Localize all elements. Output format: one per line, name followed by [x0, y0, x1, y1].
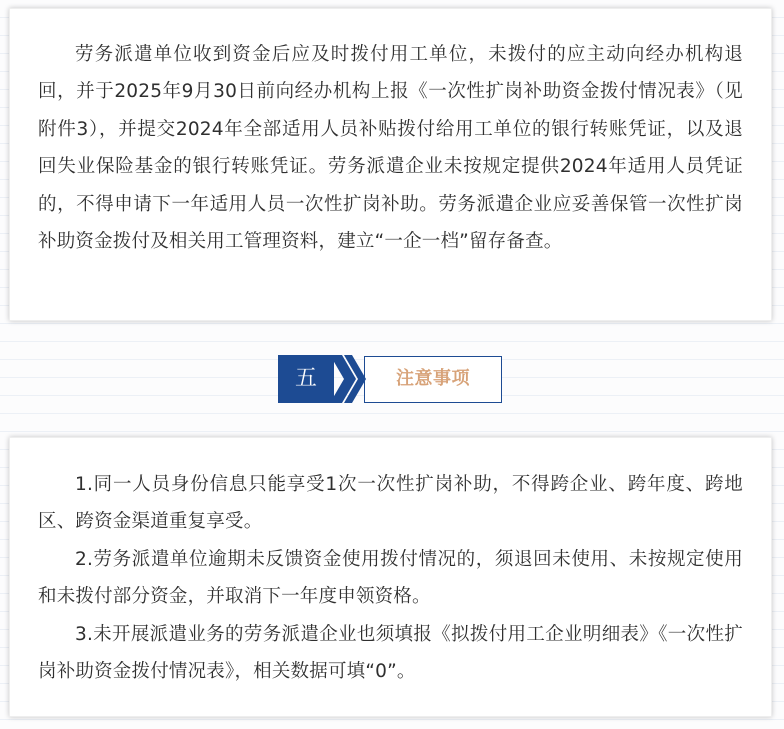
- section-header: [278, 355, 503, 403]
- top-content-card: [9, 8, 772, 321]
- notice-item-3: 3.未开展派遣业务的劳务派遣企业也须填报《拟拨付用工企业明细表》《一次性扩岗补助资金拨付情况表》，相关数据可填“0”。: [38, 623, 743, 683]
- section-title: 注意事项: [396, 368, 470, 389]
- section-number-box: [278, 355, 334, 403]
- notice-item-1: 1.同一人员身份信息只能享受1次一次性扩岗补助，不得跨企业、跨年度、跨地区、跨资金渠道重复享受。: [38, 474, 743, 533]
- top-paragraph: 劳务派遣单位收到资金后应及时拨付用工单位，未拨付的应主动向经办机构退回，并于2025年9月30日前向经办机构上报《一次性扩岗补助资金拨付情况表》（见附件3），并提交2024年全部适用人员补贴拨付给用工单位的银行转账凭证，以及退回失业保险基金的银行转账凭证。劳务派遣企业未按规定提供2024年适用人员凭证的，不得申请下一年适用人员一次性扩岗补助。劳务派遣企业应妥善保管一次性扩岗补助资金拨付及相关用工管理资料，建立“一企一档”留存备查。: [38, 44, 743, 253]
- double-chevron-right-icon: [330, 355, 370, 403]
- notice-item-2: 2.劳务派遣单位逾期未反馈资金使用拨付情况的，须退回未使用、未按规定使用和未拨付部分资金，并取消下一年度申领资格。: [38, 548, 743, 608]
- section-number: 五: [294, 366, 317, 391]
- bottom-content-card: [9, 437, 772, 717]
